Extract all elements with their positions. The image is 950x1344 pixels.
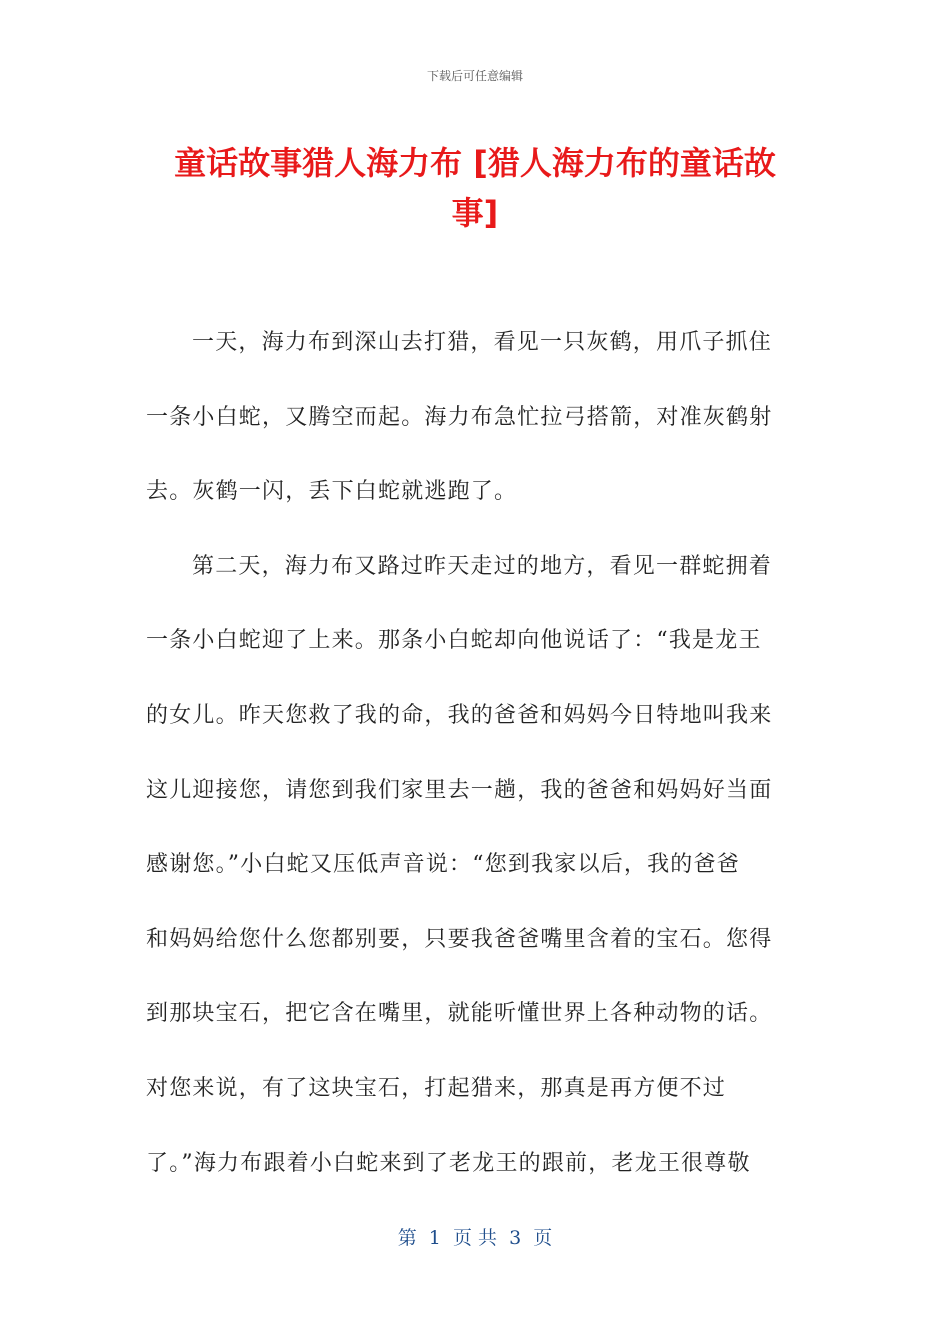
page-number-footer: 第 1 页 共 3 页 bbox=[397, 1227, 553, 1249]
body-line: 这儿迎接您，请您到我们家里去一趟，我的爸爸和妈妈好当面 bbox=[146, 777, 773, 803]
body-line: 感谢您。”小白蛇又压低声音说：“您到我家以后，我的爸爸 bbox=[146, 852, 740, 878]
body-line: 的女儿。昨天您救了我的命，我的爸爸和妈妈今日特地叫我来 bbox=[146, 702, 773, 728]
body-line: 对您来说，有了这块宝石，打起猎来，那真是再方便不过 bbox=[146, 1075, 727, 1101]
page-title bbox=[150, 138, 800, 238]
body-text bbox=[146, 306, 796, 1201]
title-line: 事] bbox=[451, 194, 499, 232]
body-line: 一天，海力布到深山去打猎，看见一只灰鹤，用爪子抓住 bbox=[192, 330, 773, 355]
header-note: 下载后可任意编辑 bbox=[426, 69, 523, 83]
title-line: 童话故事猎人海力布 [猎人海力布的童话故 bbox=[174, 144, 776, 182]
body-line: 去。灰鹤一闪，丢下白蛇就逃跑了。 bbox=[146, 479, 518, 505]
body-line: 第二天，海力布又路过昨天走过的地方，看见一群蛇拥着 bbox=[192, 553, 773, 579]
body-line: 和妈妈给您什么您都别要，只要我爸爸嘴里含着的宝石。您得 bbox=[146, 926, 773, 952]
body-line: 了。”海力布跟着小白蛇来到了老龙王的跟前，老龙王很尊敬 bbox=[146, 1150, 751, 1176]
body-line: 到那块宝石，把它含在嘴里，就能听懂世界上各种动物的话。 bbox=[146, 1001, 773, 1027]
body-line: 一条小白蛇，又腾空而起。海力布急忙拉弓搭箭，对准灰鹤射 bbox=[146, 404, 773, 430]
body-line: 一条小白蛇迎了上来。那条小白蛇却向他说话了：“我是龙王 bbox=[146, 628, 762, 654]
